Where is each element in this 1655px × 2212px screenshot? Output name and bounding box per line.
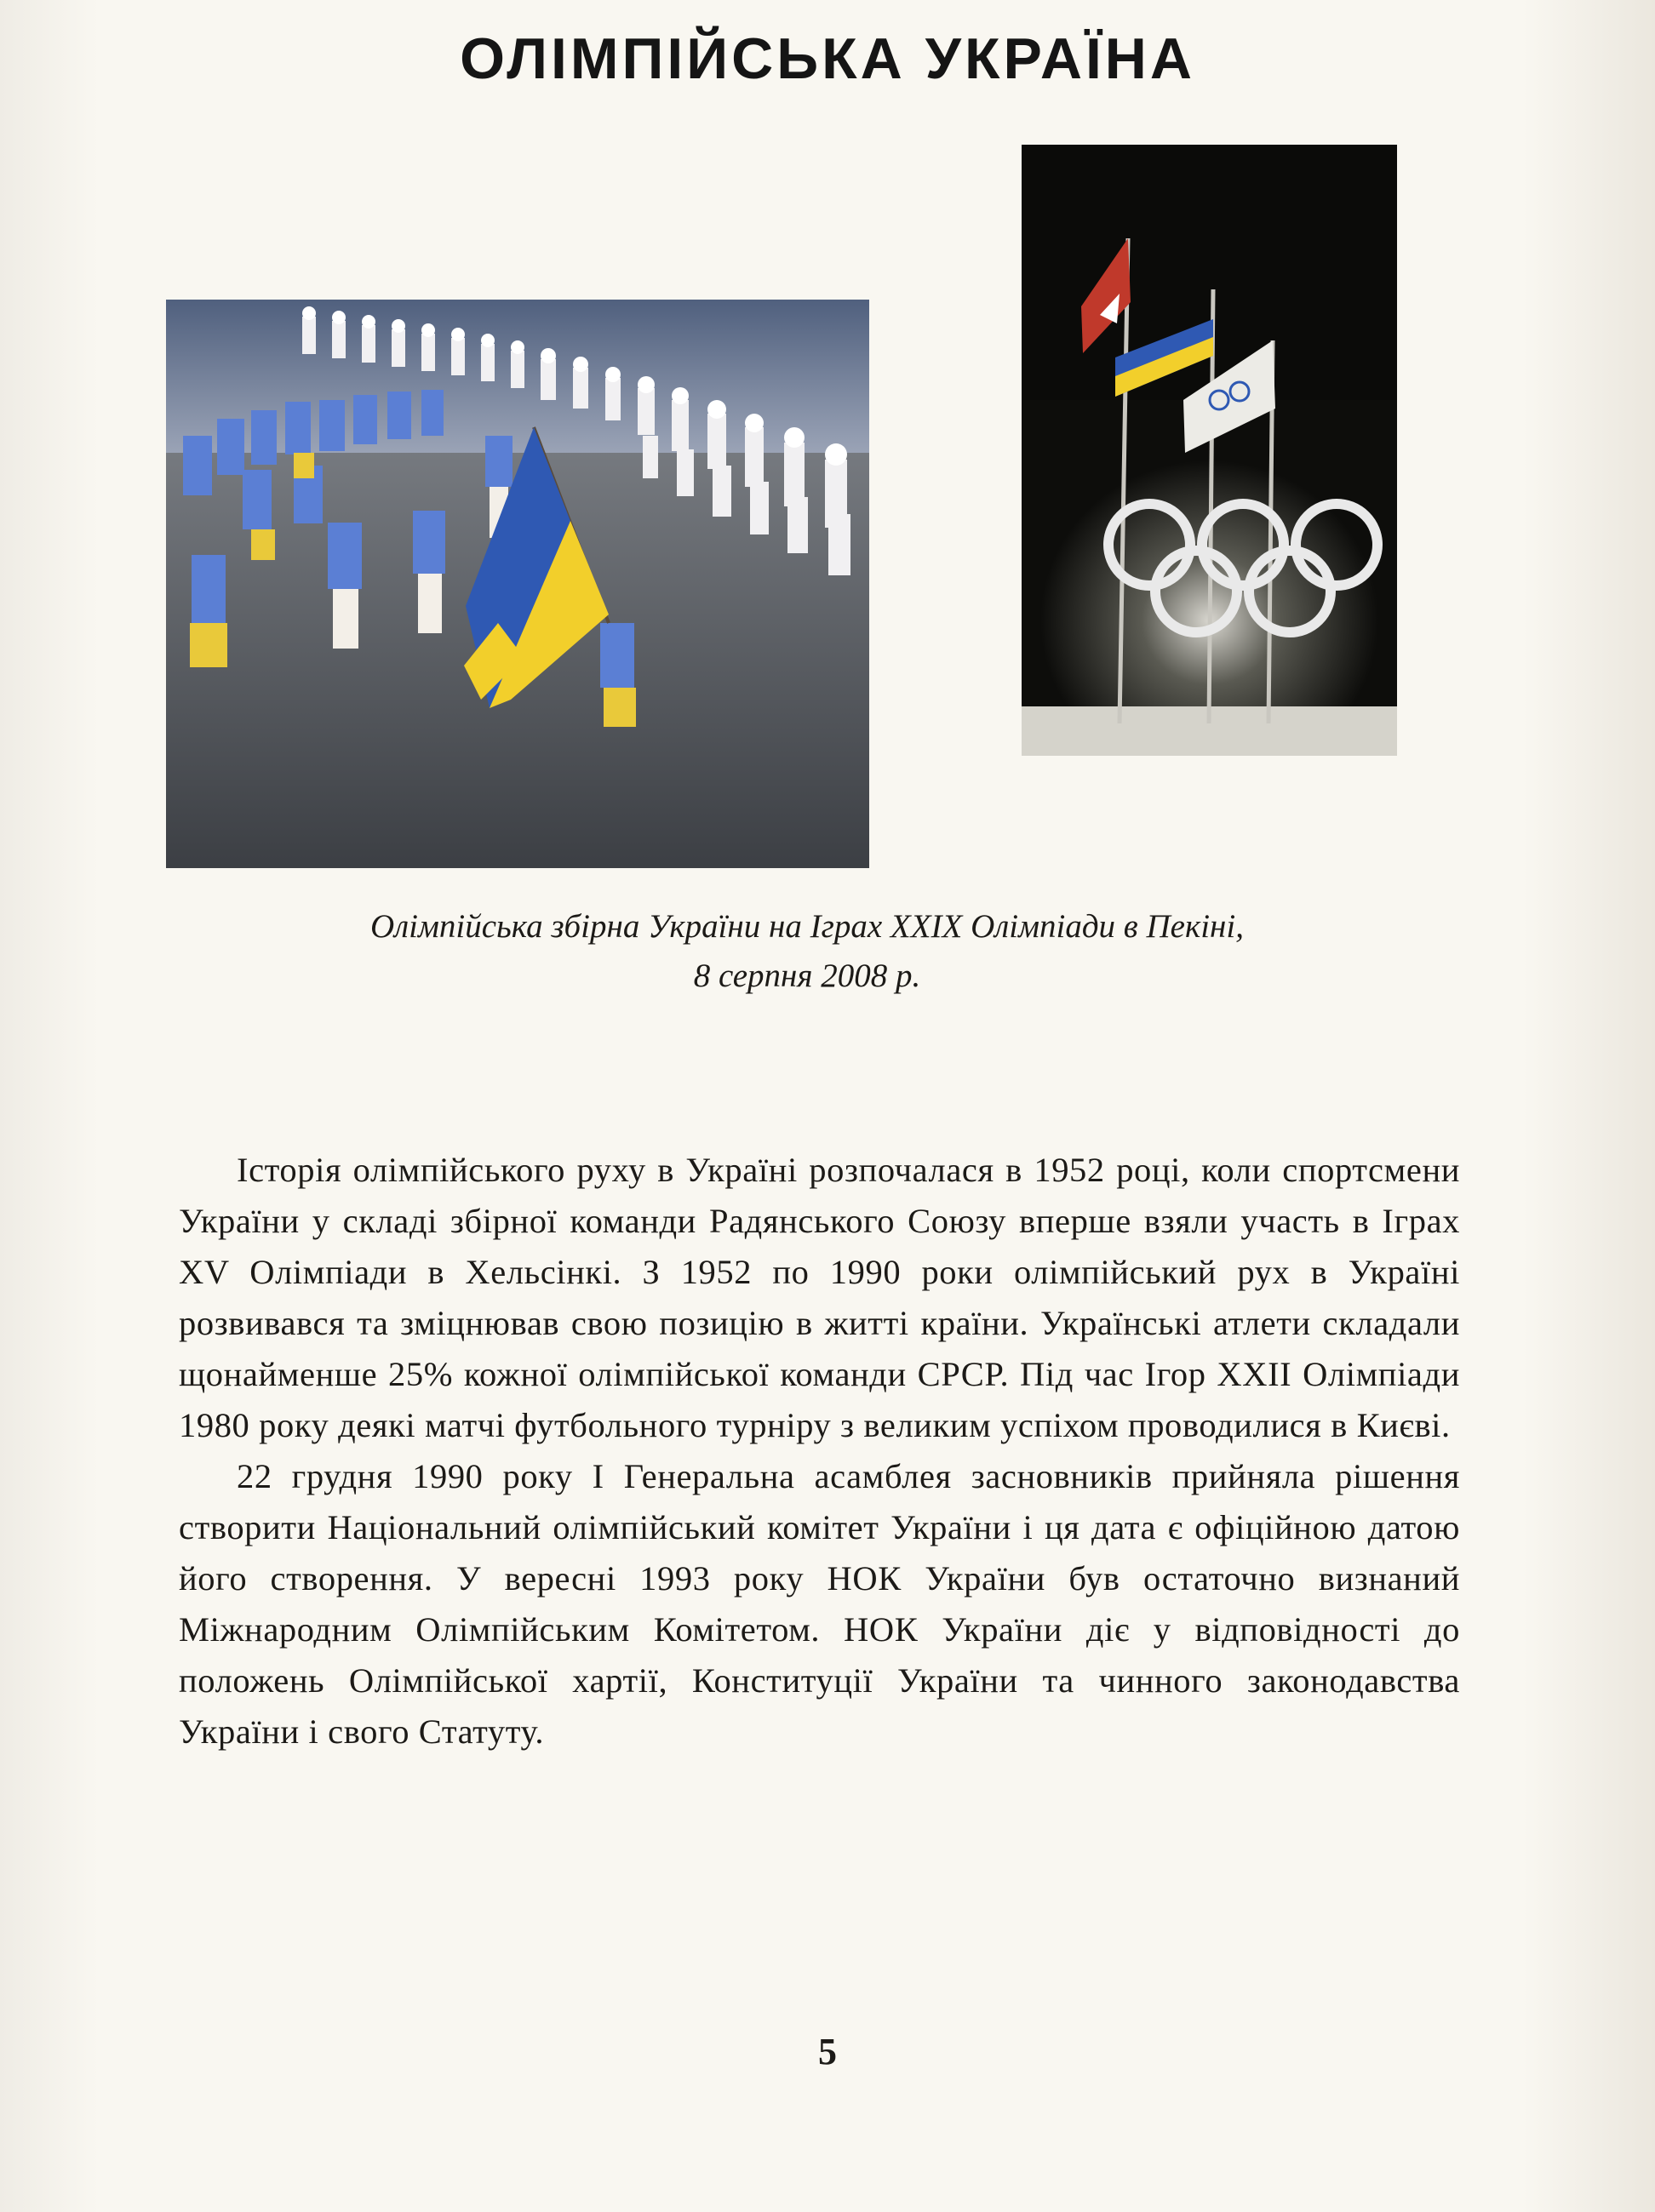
ukraine-team-parade-photo-icon xyxy=(166,300,869,868)
caption-line-1: Олімпійська збірна України на Іграх XXIX Олімпіади в Пекіні, xyxy=(370,908,1244,945)
olympic-flags-photo xyxy=(1022,145,1397,756)
page-number: 5 xyxy=(818,2031,837,2072)
article-body xyxy=(179,1145,1460,1758)
photo-caption xyxy=(166,902,1448,1001)
caption-line-2: 8 серпня 2008 р. xyxy=(693,957,921,994)
olympic-flags-rings-photo-icon xyxy=(1022,145,1397,756)
page-title: ОЛІМПІЙСЬКА УКРАЇНА xyxy=(460,26,1195,91)
team-parade-photo xyxy=(166,300,869,868)
paragraph: Історія олімпійського руху в Україні розпочалася в 1952 році, коли спортсмени України у складі збірної команди Радянського Союзу вперше взяли участь в Іграх XV Олімпіади в Хельсінкі. З 1952 по 1990 роки олімпійський рух в Україні розвивався та зміцнював свою позицію в житті країни. Українські атлети складали щонайменше 25% кожної олімпійської команди СРСР. Під час Ігор XXII Олімпіади 1980 року деякі матчі футбольного турніру з великим успіхом проводилися в Києві. xyxy=(179,1151,1460,1444)
paragraph: 22 грудня 1990 року І Генеральна асамблея засновників прийняла рішення створити Національний олімпійський комітет України і ця дата є офіційною датою його створення. У вересні 1993 року НОК України був остаточно визнаний Міжнародним Олімпійським Комітетом. НОК України діє у відповідності до положень Олімпійської хартії, Конституції України та чинного законодавства України і свого Статуту. xyxy=(179,1457,1460,1751)
